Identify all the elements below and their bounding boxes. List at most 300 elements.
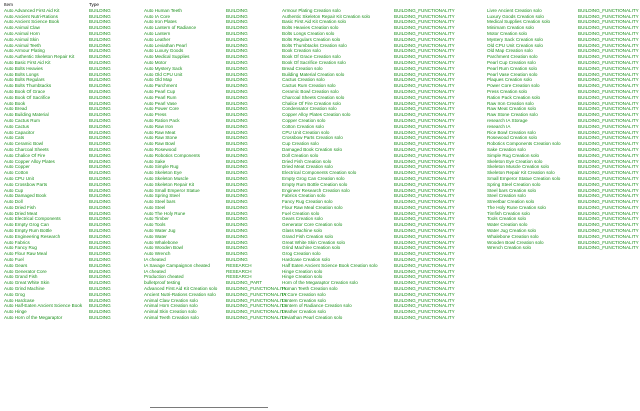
item-type-cell: BUILDING <box>226 158 248 164</box>
item-type-cell: BUILDING_FUNCTIONALITY <box>394 71 455 77</box>
item-name-cell: Ceramic Bowl Creation solo <box>282 88 339 94</box>
item-type-cell: BUILDING_FUNCTIONALITY <box>394 257 455 263</box>
item-type-cell: BUILDING_FUNCTIONALITY <box>394 251 455 257</box>
item-name-cell: Auto Bolts Heavies <box>4 65 43 71</box>
item-type-cell: BUILDING <box>226 141 248 147</box>
item-type-cell: BUILDING_FUNCTIONALITY <box>226 303 287 309</box>
item-type-cell: BUILDING_FUNCTIONALITY <box>394 268 455 274</box>
item-name-cell: Auto Small Emperor Statue <box>144 187 200 193</box>
item-name-cell: Auto Damaged Book <box>4 193 47 199</box>
item-name-cell: Auto Copper <box>4 164 30 170</box>
item-type-cell: BUILDING <box>226 42 248 48</box>
item-name-cell: Skeleton Muscle Creation solo <box>487 164 550 170</box>
item-type-cell: BUILDING_FUNCTIONALITY <box>394 216 455 222</box>
item-type-cell: BUILDING_FUNCTIONALITY <box>394 309 455 315</box>
item-type-cell: BUILDING_FUNCTIONALITY <box>394 135 455 141</box>
item-type-cell: BUILDING <box>89 210 111 216</box>
item-type-cell: BUILDING_FUNCTIONALITY <box>394 48 455 54</box>
item-name-cell: Bolts Thumbtacks Creation solo <box>282 42 347 48</box>
item-type-cell: BUILDING_FUNCTIONALITY <box>578 48 639 54</box>
item-type-cell: BUILDING_FUNCTIONALITY <box>578 77 639 83</box>
item-type-cell: BUILDING_FUNCTIONALITY <box>578 88 639 94</box>
item-name-cell: Bolts Heavies Creation solo <box>282 25 339 31</box>
item-name-cell: Auto Medical Supplies <box>144 54 190 60</box>
item-type-cell: BUILDING <box>226 54 248 60</box>
item-name-cell: Cotton Creation solo <box>282 123 324 129</box>
item-name-cell: Wooden Bowl Creation solo <box>487 239 544 245</box>
item-type-cell: BUILDING_FUNCTIONALITY <box>578 199 639 205</box>
item-name-cell: Auto CPU Unit <box>4 175 34 181</box>
item-name-cell: Spring Steel Creation solo <box>487 181 541 187</box>
item-name-cell: Human Teeth Creation solo <box>282 286 338 292</box>
item-type-cell: BUILDING_FUNCTIONALITY <box>394 59 455 65</box>
item-type-cell: BUILDING <box>89 181 111 187</box>
item-type-cell: BUILDING_FUNCTIONALITY <box>394 54 455 60</box>
item-type-cell: BUILDING_FUNCTIONALITY <box>578 228 639 234</box>
item-type-cell: BUILDING_FUNCTIONALITY <box>578 175 639 181</box>
item-type-cell: BUILDING <box>226 112 248 118</box>
item-name-cell: Auto Motor <box>144 59 167 65</box>
item-name-cell: Water Jug Creation solo <box>487 228 537 234</box>
item-name-cell: Empty Grog Can Creation solo <box>282 175 345 181</box>
item-name-cell: Auto Steel <box>144 204 166 210</box>
item-name-cell: Water Creation solo <box>487 222 528 228</box>
item-type-cell: BUILDING_FUNCTIONALITY <box>394 152 455 158</box>
item-type-cell: BUILDING <box>89 36 111 42</box>
item-name-cell: Auto Parchment <box>144 83 177 89</box>
item-name-cell: Old Map Creation solo <box>487 48 533 54</box>
item-type-cell: BUILDING <box>226 175 248 181</box>
item-type-cell: BUILDING_FUNCTIONALITY <box>578 25 639 31</box>
item-type-cell: BUILDING_FUNCTIONALITY <box>394 106 455 112</box>
item-type-cell: BUILDING <box>226 216 248 222</box>
item-type-cell: BUILDING <box>89 141 111 147</box>
item-name-cell: Half Eaten Ancient Science Book Creation solo <box>282 262 378 268</box>
item-type-cell: BUILDING_FUNCTIONALITY <box>578 141 639 147</box>
item-name-cell: Auto Engineering Research <box>4 233 61 239</box>
item-name-cell: Auto Flour Raw Meal <box>4 251 47 257</box>
item-name-cell: Auto Empty Grog Can <box>4 222 49 228</box>
item-name-cell: Auto Water Jug <box>144 228 176 234</box>
item-name-cell: Tools Creation solo <box>487 216 527 222</box>
item-name-cell: Auto Fuel <box>4 257 24 263</box>
item-name-cell: Great White Skin Creation solo <box>282 239 346 245</box>
item-type-cell: BUILDING_FUNCTIONALITY <box>578 54 639 60</box>
item-name-cell: Building Material Creation solo <box>282 71 345 77</box>
item-type-cell: BUILDING_FUNCTIONALITY <box>226 286 287 292</box>
item-name-cell: Ancient Nutri-Rations Creation solo <box>144 291 216 297</box>
item-type-cell: BUILDING <box>89 309 111 315</box>
item-type-cell: BUILDING_FUNCTIONALITY <box>394 199 455 205</box>
item-type-cell: BUILDING_FUNCTIONALITY <box>394 228 455 234</box>
type-column-1 <box>89 2 137 321</box>
item-name-cell: Minimam Creation solo <box>487 25 534 31</box>
item-type-cell: BUILDING <box>226 106 248 112</box>
item-type-cell: BUILDING <box>89 48 111 54</box>
item-type-cell: BUILDING_FUNCTIONALITY <box>394 280 455 286</box>
item-name-cell: Animal Skin Creation solo <box>144 309 197 315</box>
item-type-cell: BUILDING <box>226 187 248 193</box>
item-type-cell: BUILDING <box>89 251 111 257</box>
item-type-cell: BUILDING <box>226 152 248 158</box>
item-name-cell: The Holy Rune Creation solo <box>487 204 546 210</box>
item-name-cell: Pearl Vase Creation solo <box>487 71 538 77</box>
item-type-cell: BUILDING <box>89 59 111 65</box>
item-name-cell: Auto Electrical Components <box>4 216 61 222</box>
item-name-cell: Steel bars Creation solo <box>487 187 537 193</box>
item-name-cell: Fancy Rug Creation solo <box>282 199 333 205</box>
item-name-cell: Pearl Rum Creation solo <box>487 65 538 71</box>
item-type-cell: BUILDING <box>89 228 111 234</box>
item-name-cell: Gears Creation solo <box>282 216 323 222</box>
item-type-cell: BUILDING <box>89 94 111 100</box>
item-name-cell: Auto Skeleton Repair Kit <box>144 181 195 187</box>
item-type-cell: BUILDING <box>226 59 248 65</box>
item-name-cell: Streetbar Creation solo <box>487 199 535 205</box>
item-name-cell: Auto Whalebone <box>144 239 178 245</box>
item-type-cell: BUILDING <box>89 239 111 245</box>
item-name-cell: Auto Generator Core <box>4 268 47 274</box>
item-type-cell: BUILDING <box>89 291 111 297</box>
item-type-cell: BUILDING_FUNCTIONALITY <box>578 245 639 251</box>
item-type-cell: BUILDING <box>89 216 111 222</box>
item-name-cell: Book Of Grace Creation solo <box>282 54 341 60</box>
item-type-cell: BUILDING_FUNCTIONALITY <box>578 216 639 222</box>
item-type-cell: BUILDING_FUNCTIONALITY <box>394 94 455 100</box>
item-name-cell: Auto Fancy Rug <box>4 245 37 251</box>
item-name-cell: Generator Core Creation solo <box>282 222 343 228</box>
item-name-cell: Auto Bolts Thumbtacks <box>4 83 52 89</box>
item-name-cell: Grog Creation solo <box>282 251 321 257</box>
item-type-cell: BUILDING_FUNCTIONALITY <box>394 112 455 118</box>
item-column-4 <box>487 2 577 251</box>
item-name-cell: Auto Animal Horn <box>4 30 40 36</box>
item-name-cell: Production cheated <box>144 274 184 280</box>
item-name-cell: Auto Pearl Vase <box>144 100 177 106</box>
item-type-cell: BUILDING <box>226 77 248 83</box>
item-type-cell: BUILDING_FUNCTIONALITY <box>578 83 639 89</box>
item-name-cell: Auto Advanced First Aid Kit <box>4 7 60 13</box>
item-type-cell: BUILDING <box>89 193 111 199</box>
item-type-cell: BUILDING_FUNCTIONALITY <box>394 88 455 94</box>
item-type-cell: BUILDING_FUNCTIONALITY <box>394 164 455 170</box>
item-type-cell: BUILDING <box>226 239 248 245</box>
item-name-cell: Auto Book <box>4 100 26 106</box>
item-name-cell: Raw Stone Creation solo <box>487 112 538 118</box>
item-name-cell: Hardcase Creation solo <box>282 257 331 263</box>
item-type-cell: BUILDING_FUNCTIONALITY <box>578 181 639 187</box>
item-type-cell: BUILDING <box>226 204 248 210</box>
item-type-cell: BUILDING_FUNCTIONALITY <box>394 315 455 321</box>
item-type-cell: BUILDING_FUNCTIONALITY <box>578 204 639 210</box>
item-name-cell: Skeleton Eye Creation solo <box>487 158 543 164</box>
item-type-cell: BUILDING <box>226 199 248 205</box>
item-type-cell: BUILDING <box>226 48 248 54</box>
item-type-cell: BUILDING <box>89 100 111 106</box>
item-name-cell: Auto Old Map <box>144 77 173 83</box>
item-type-cell: BUILDING_FUNCTIONALITY <box>394 233 455 239</box>
item-name-cell: Auto Pearl Rum <box>144 94 177 100</box>
item-name-cell: Auto Hardcase <box>4 297 35 303</box>
item-type-cell: BUILDING_FUNCTIONALITY <box>578 71 639 77</box>
item-type-cell: BUILDING_FUNCTIONALITY <box>394 7 455 13</box>
item-name-cell: Auto Ceramic Bowl <box>4 141 44 147</box>
item-type-cell: BUILDING_FUNCTIONALITY <box>394 36 455 42</box>
item-name-cell: Auto Old CPU Unit <box>144 71 183 77</box>
item-name-cell: Auto Raw Stone <box>144 135 178 141</box>
item-name-cell: Auto Lantern <box>144 30 171 36</box>
item-name-cell: Auto Wrench <box>144 251 171 257</box>
item-name-cell: Auto Pearl Cup <box>144 88 176 94</box>
item-name-cell: Rosewood Creation solo <box>487 135 538 141</box>
item-type-cell: BUILDING <box>226 228 248 234</box>
item-name-cell: Raw Iron Creation solo <box>487 100 534 106</box>
item-type-cell: BUILDING_FUNCTIONALITY <box>226 315 287 321</box>
item-name-cell: Skeleton Repair Kit Creation solo <box>487 170 555 176</box>
item-name-cell: Auto Crossbow Parts <box>4 181 48 187</box>
item-name-cell: Grind Machine Creation solo <box>282 245 341 251</box>
item-type-cell: BUILDING <box>89 164 111 170</box>
item-name-cell: Auto Leviathan Pearl <box>144 42 187 48</box>
item-name-cell: Auto Animal Skin <box>4 36 39 42</box>
item-type-cell: BUILDING <box>226 245 248 251</box>
item-type-cell: BUILDING_FUNCTIONALITY <box>394 262 455 268</box>
item-type-cell: BUILDING <box>226 193 248 199</box>
item-name-cell: Auto Animal Claw <box>4 25 41 31</box>
item-type-cell: BUILDING <box>89 170 111 176</box>
item-type-cell: BUILDING <box>89 129 111 135</box>
item-name-cell: Auto Animal Teeth <box>4 42 41 48</box>
item-type-cell: BUILDING <box>226 222 248 228</box>
item-name-cell: Armour Plating Creation solo <box>282 7 341 13</box>
item-name-cell: Auto Dried Fish <box>4 204 36 210</box>
item-type-cell: BUILDING_FUNCTIONALITY <box>578 100 639 106</box>
item-name-cell: Auto Armour Plating <box>4 48 45 54</box>
item-name-cell: Dried Meat Creation solo <box>282 164 333 170</box>
item-type-cell: BUILDING <box>226 117 248 123</box>
item-name-cell: Press Creation solo <box>487 88 528 94</box>
item-type-cell: BUILDING_FUNCTIONALITY <box>578 239 639 245</box>
item-name-cell: Timfish Creation solo <box>487 210 530 216</box>
item-name-cell: Auto Ancient Nutri-Rations <box>4 13 58 19</box>
type-column-3 <box>394 2 472 321</box>
item-name-cell: Leviathan Pearl Creation solo <box>282 315 343 321</box>
item-type-cell: BUILDING_FUNCTIONALITY <box>394 303 455 309</box>
item-type-cell: BUILDING <box>89 233 111 239</box>
item-name-cell: Auto Water <box>144 233 167 239</box>
item-type-cell: BUILDING <box>89 54 111 60</box>
item-type-cell: BUILDING <box>89 204 111 210</box>
item-name-cell: Auto The Holy Rune <box>144 210 186 216</box>
item-name-cell: Auto Wooden Bowl <box>144 245 183 251</box>
item-type-cell: BUILDING_FUNCTIONALITY <box>578 117 639 123</box>
item-name-cell: Small Emperor Statue Creation solo <box>487 175 561 181</box>
item-type-cell: BUILDING <box>89 123 111 129</box>
item-name-cell: Horn of the Megaraptor Creation solo <box>282 280 358 286</box>
item-type-cell: BUILDING_FUNCTIONALITY <box>578 135 639 141</box>
item-name-cell: Empty Rum Bottle Creation solo <box>282 181 348 187</box>
item-name-cell: Auto Bolts Regulars <box>4 77 45 83</box>
item-type-cell: RESEARCH <box>226 262 252 268</box>
item-name-cell: Cup Creation solo <box>282 141 319 147</box>
item-name-cell: Advanced First Aid Kit Creation solo <box>144 286 218 292</box>
item-name-cell: IA Savage Campaignon cheated <box>144 262 210 268</box>
item-type-cell: BUILDING <box>89 77 111 83</box>
item-name-cell: Auto Cactus <box>4 123 30 129</box>
type-column-4 <box>578 2 640 251</box>
item-type-cell: BUILDING <box>226 146 248 152</box>
item-name-cell: Auto Spring Steel <box>144 193 180 199</box>
item-type-cell: BUILDING <box>89 274 111 280</box>
item-type-cell: BUILDING_FUNCTIONALITY <box>578 152 639 158</box>
item-header: Item <box>4 2 13 7</box>
item-type-cell: BUILDING <box>89 117 111 123</box>
item-type-cell: BUILDING <box>226 123 248 129</box>
item-type-cell: BUILDING <box>226 88 248 94</box>
item-name-cell: Auto Gears <box>4 262 28 268</box>
item-type-cell: BUILDING_FUNCTIONALITY <box>394 291 455 297</box>
item-name-cell: Engineer Research Creation solo <box>282 187 350 193</box>
item-name-cell: Auto Book Of Sacrifice <box>4 94 51 100</box>
item-name-cell: Auto Chalice Of Fire <box>4 152 46 158</box>
item-name-cell: Cactus Rum Creation solo <box>282 83 336 89</box>
item-type-cell: BUILDING_FUNCTIONALITY <box>394 286 455 292</box>
item-name-cell: Chalice Of Fire Creation solo <box>282 100 341 106</box>
item-type-cell: BUILDING <box>226 13 248 19</box>
item-name-cell: Auto Doll <box>4 199 23 205</box>
item-type-cell: BUILDING <box>89 7 111 13</box>
item-name-cell: Auto Ancient Science Book <box>4 19 60 25</box>
item-name-cell: Steel Creation solo <box>487 193 526 199</box>
item-name-cell: Auto Grand Fish <box>4 274 38 280</box>
item-name-cell: Auto Sake <box>144 158 166 164</box>
item-name-cell: Auto Human Teeth <box>144 7 182 13</box>
item-type-cell: BUILDING_FUNCTIONALITY <box>578 233 639 239</box>
item-name-cell: Raw Meat Creation solo <box>487 106 537 112</box>
item-name-cell: Wrench Creation solo <box>487 245 532 251</box>
item-type-cell: BUILDING <box>226 251 248 257</box>
item-name-cell: Mystery Sack Creation solo <box>487 36 543 42</box>
item-type-cell: BUILDING <box>226 19 248 25</box>
item-type-cell: BUILDING <box>226 164 248 170</box>
item-name-cell: Auto Cats <box>4 135 25 141</box>
item-name-cell: research IA Storage <box>487 117 528 123</box>
item-name-cell: Rice Bowl Creation solo <box>487 129 536 135</box>
item-type-cell: BUILDING <box>89 19 111 25</box>
item-type-cell: BUILDING <box>89 88 111 94</box>
item-type-cell: BUILDING_FUNCTIONALITY <box>394 193 455 199</box>
item-name-cell: Copper Creation solo <box>282 117 326 123</box>
item-type-cell: BUILDING_FUNCTIONALITY <box>578 193 639 199</box>
item-name-cell: Fabrics Creation solo <box>282 193 326 199</box>
item-type-cell: BUILDING_FUNCTIONALITY <box>578 30 639 36</box>
item-type-cell: BUILDING_FUNCTIONALITY <box>578 112 639 118</box>
item-type-cell: BUILDING_FUNCTIONALITY <box>394 146 455 152</box>
item-name-cell: Dried Fish Creation solo <box>282 158 332 164</box>
item-type-cell: BUILDING <box>226 83 248 89</box>
item-type-cell: BUILDING <box>89 286 111 292</box>
item-name-cell: Auto IA Core <box>144 13 171 19</box>
item-name-cell: Doll Creation solo <box>282 152 319 158</box>
item-name-cell: research IA <box>487 123 511 129</box>
item-name-cell: Old CPU Unit Creation solo <box>487 42 543 48</box>
item-name-cell: Auto Lantern of Radiance <box>144 25 197 31</box>
item-type-cell: BUILDING <box>89 257 111 263</box>
item-name-cell: Authentic Skeleton Repair Kit Creation solo <box>282 13 371 19</box>
item-name-cell: Animal Claw Creation solo <box>144 297 198 303</box>
item-name-cell: Motor Creation solo <box>487 30 528 36</box>
item-type-cell: BUILDING <box>89 297 111 303</box>
item-name-cell: Auto Cotton <box>4 170 29 176</box>
item-type-cell: BUILDING <box>226 170 248 176</box>
item-name-cell: Auto Ration Pack <box>144 117 180 123</box>
item-type-cell: BUILDING <box>226 25 248 31</box>
item-type-cell: BUILDING <box>89 25 111 31</box>
item-name-cell: Pearl Cup Creation solo <box>487 59 536 65</box>
item-type-cell: BUILDING <box>226 100 248 106</box>
item-name-cell: Auto Horn of the Megaraptor <box>4 315 63 321</box>
item-type-cell: BUILDING <box>226 135 248 141</box>
item-type-cell: BUILDING_FUNCTIONALITY <box>578 210 639 216</box>
item-name-cell: Livre Ancient Creation solo <box>487 7 542 13</box>
item-type-cell: BUILDING <box>226 94 248 100</box>
item-name-cell: Cactus Creation solo <box>282 77 325 83</box>
item-type-cell: BUILDING_FUNCTIONALITY <box>394 274 455 280</box>
item-name-cell: bulletproof testing <box>144 280 181 286</box>
item-name-cell: Auto Press <box>144 112 167 118</box>
item-type-cell: BUILDING <box>89 315 111 321</box>
item-type-cell: BUILDING <box>89 245 111 251</box>
item-type-cell: BUILDING_FUNCTIONALITY <box>578 65 639 71</box>
item-column-1 <box>4 2 84 321</box>
item-name-cell: Auto Dried Meat <box>4 210 38 216</box>
item-type-cell: BUILDING_FUNCTIONALITY <box>394 175 455 181</box>
item-type-cell: BUILDING_FUNCTIONALITY <box>394 77 455 83</box>
item-name-cell: Auto Empty Rum Bottle <box>4 228 52 234</box>
item-name-cell: Auto Capacitor <box>4 129 35 135</box>
item-type-cell: BUILDING_FUNCTIONALITY <box>394 30 455 36</box>
item-name-cell: Auto Skeleton Eye <box>144 170 182 176</box>
item-name-cell: Auto Authentic Skeleton Repair Kit <box>4 54 75 60</box>
item-name-cell: Condensator Creation solo <box>282 106 337 112</box>
item-name-cell: CPU Unit Creation solo <box>282 129 330 135</box>
item-type-cell: BUILDING_FUNCTIONALITY <box>394 245 455 251</box>
item-type-cell: BUILDING <box>89 146 111 152</box>
item-type-cell: BUILDING <box>89 71 111 77</box>
item-name-cell: Basic First Aid Kit Creation solo <box>282 19 347 25</box>
item-type-cell: BUILDING_FUNCTIONALITY <box>394 181 455 187</box>
item-type-cell: BUILDING <box>89 175 111 181</box>
item-name-cell: Lantern Creation solo <box>282 297 326 303</box>
item-name-cell: Power Core Creation solo <box>487 83 540 89</box>
item-type-cell: BUILDING <box>226 210 248 216</box>
item-type-cell: BUILDING <box>226 36 248 42</box>
item-name-cell: Auto Mystery Sack <box>144 65 183 71</box>
item-type-cell: BUILDING <box>89 262 111 268</box>
item-type-cell: RESEARCH <box>226 268 252 274</box>
item-type-cell: BUILDING_FUNCTIONALITY <box>578 59 639 65</box>
item-type-cell: BUILDING_FUNCTIONALITY <box>578 36 639 42</box>
item-type-cell: BUILDING <box>89 280 111 286</box>
item-type-cell: BUILDING <box>89 42 111 48</box>
item-type-cell: BUILDING <box>89 83 111 89</box>
item-type-cell: BUILDING_FUNCTIONALITY <box>578 187 639 193</box>
item-name-cell: Charcoal Sheets Creation solo <box>282 94 345 100</box>
item-type-cell: BUILDING_FUNCTIONALITY <box>394 65 455 71</box>
item-type-cell: BUILDING_FUNCTIONALITY <box>226 291 287 297</box>
item-name-cell: Auto Skeleton Muscle <box>144 175 189 181</box>
item-type-cell: BUILDING_FUNCTIONALITY <box>578 106 639 112</box>
